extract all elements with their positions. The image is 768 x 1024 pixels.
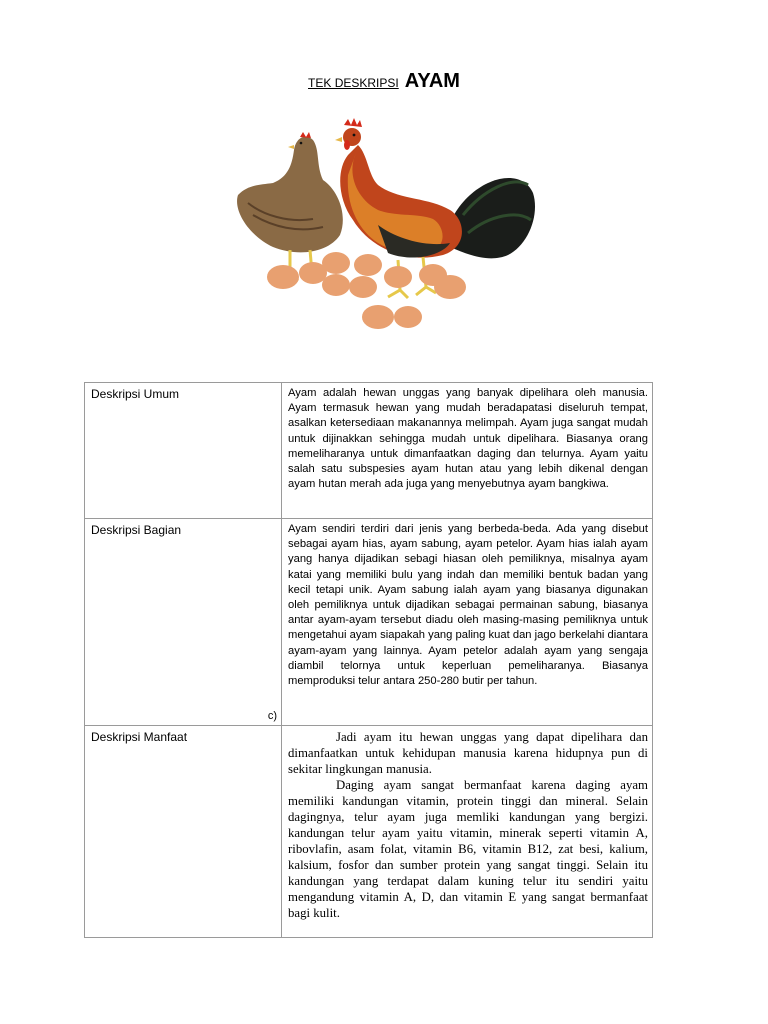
row-content bbox=[282, 726, 653, 938]
row-paragraph: Daging ayam sangat bermanfaat karena daging ayam memiliki kandungan vitamin, protein tinggi dan mineral. Selain dagingnya, telur ayam juga memliki kandungan yang bergizi. kandungan telur ayam yaitu vitamin, minerak seperti vitamin A, ribovlafin, asam folat, vitamin B6, vitamin B12, zat besi, kalium, kalsium, fosfor dan sumber protein yang sangat tinggi. Selain itu kandungan yang terdapat dalam kuning telur itu sendiri yaitu mengandung vitamin A, D, dan vitamin E yang sangat bermanfaat bagi kulit. bbox=[288, 778, 648, 920]
row-content bbox=[282, 519, 653, 726]
page-title bbox=[0, 70, 768, 93]
row-marker: c) bbox=[267, 710, 277, 722]
row-content bbox=[282, 383, 653, 519]
eggs bbox=[267, 252, 466, 329]
row-label-text: Deskripsi Manfaat bbox=[91, 730, 188, 744]
row-paragraph: Jadi ayam itu hewan unggas yang dapat dipelihara dan dimanfaatkan untuk kehidupan manusia karena hidupnya pun di sekitar lingkungan manusia. bbox=[288, 730, 648, 776]
row-label-text: Deskripsi Bagian bbox=[91, 523, 182, 537]
row-label bbox=[85, 726, 282, 938]
row-deskripsi-bagian bbox=[85, 519, 653, 726]
description-table bbox=[84, 382, 653, 938]
title-prefix: TEK DESKRIPSI bbox=[308, 76, 399, 90]
row-paragraph: Ayam sendiri terdiri dari jenis yang berbeda-beda. Ada yang disebut sebagai ayam hias, ayam sabung, ayam petelor. Ayam hias ialah ayam yang hanya dijadikan sebagi hiasan oleh pemiliknya, misalnya ayam katai yang memiliki bulu yang indah dan memiliki bentuk badan yang kecil tetapi unik. Ayam sabung ialah ayam yang biasanya digunakan oleh pemiliknya untuk dijadikan sebagai permainan sabung, biasanya antar ayam-ayam tersebut diadu oleh masing-masing pemiliknya untuk mengetahui ayam siapakah yang paling kuat dan jago berkelahi diantara ayam-ayam yang lainnya. Ayam petelor adalah ayam yang sengaja diambil telornya untuk keperluan pemeliharanya. Biasanya memproduksi telur antara 250-280 butir per tahun. bbox=[288, 523, 648, 688]
row-paragraph: Ayam adalah hewan unggas yang banyak dipelihara oleh manusia. Ayam termasuk hewan yang mudah beradapatasi diseluruh tempat, asalkan ketersediaan makanannya melimpah. Ayam juga sangat mudah untuk dijinakkan sehingga mudah untuk dipelihara. Biasanya orang memeliharanya untuk dimanfaatkan daging dan telurnya. Ayam yaitu salah satu subspesies ayam hutan atau yang lebih dikenal dengan ayam hutan merah ada juga yang menyebutnya ayam bangkiwa. bbox=[288, 387, 648, 491]
row-label bbox=[85, 383, 282, 519]
row-label-text: Deskripsi Umum bbox=[91, 387, 180, 401]
row-deskripsi-umum bbox=[85, 383, 653, 519]
row-deskripsi-manfaat bbox=[85, 726, 653, 938]
chickens-and-eggs-icon bbox=[228, 115, 538, 340]
title-main: AYAM bbox=[404, 70, 460, 92]
row-label bbox=[85, 519, 282, 726]
rooster-tail bbox=[446, 178, 535, 258]
